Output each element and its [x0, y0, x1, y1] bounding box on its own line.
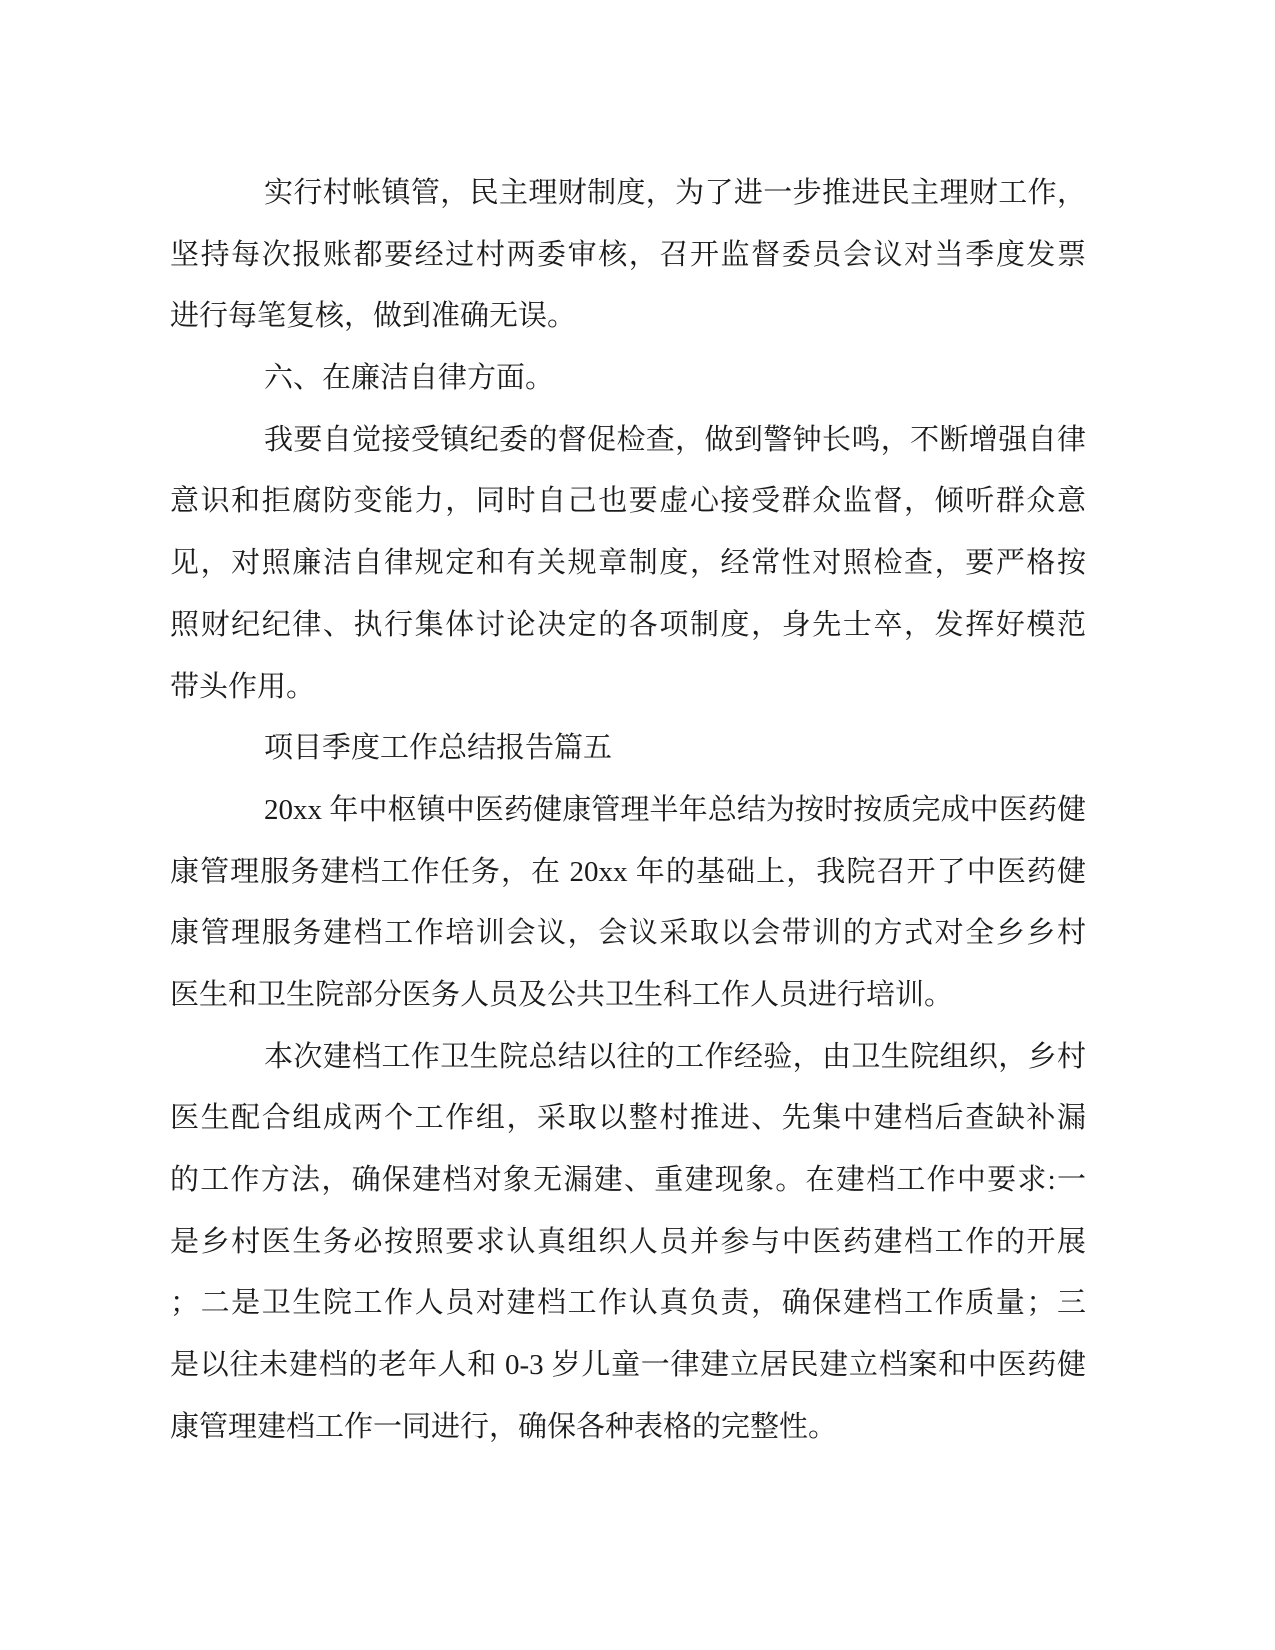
text-line: 医生和卫生院部分医务人员及公共卫生科工作人员进行培训。: [170, 978, 954, 1011]
text-line: 带头作用。: [170, 670, 316, 703]
text-line: 20xx 年中枢镇中医药健康管理半年总结为按时按质完成中医药健: [264, 793, 1086, 826]
text-line: 坚持每次报账都要经过村两委审核，召开监督委员会议对当季度发票: [170, 238, 1086, 271]
text-line: 见，对照廉洁自律规定和有关规章制度，经常性对照检查，要严格按: [170, 547, 1086, 580]
text-line: 我要自觉接受镇纪委的督促检查，做到警钟长鸣，不断增强自律: [264, 423, 1086, 456]
text-line: 康管理服务建档工作培训会议，会议采取以会带训的方式对全乡乡村: [170, 917, 1086, 950]
text-line: 实行村帐镇管，民主理财制度，为了进一步推进民主理财工作，: [264, 177, 1086, 209]
text-line: 进行每笔复核，做到准确无误。: [170, 300, 577, 333]
text-line: 六、在廉洁自律方面。: [264, 362, 555, 395]
text-line: 本次建档工作卫生院总结以往的工作经验，由卫生院组织，乡村: [264, 1040, 1086, 1073]
text-line: 照财纪纪律、执行集体讨论决定的各项制度，身先士卒，发挥好模范: [170, 608, 1086, 641]
text-line: 是以往未建档的老年人和 0-3 岁儿童一律建立居民建立档案和中医药健: [170, 1349, 1086, 1382]
document-text-block: [170, 163, 1086, 1458]
text-line: 的工作方法，确保建档对象无漏建、重建现象。在建档工作中要求:一: [170, 1164, 1086, 1196]
text-line: ；二是卫生院工作人员对建档工作认真负责，确保建档工作质量；三: [170, 1287, 1086, 1320]
text-line: 是乡村医生务必按照要求认真组织人员并参与中医药建档工作的开展: [170, 1225, 1086, 1258]
text-line: 意识和拒腐防变能力，同时自己也要虚心接受群众监督，倾听群众意: [170, 485, 1086, 518]
text-line: 康管理服务建档工作任务，在 20xx 年的基础上，我院召开了中医药健: [170, 855, 1086, 888]
text-line: 康管理建档工作一同进行，确保各种表格的完整性。: [170, 1410, 838, 1443]
text-line: 医生配合组成两个工作组，采取以整村推进、先集中建档后查缺补漏: [170, 1102, 1086, 1135]
text-line: 项目季度工作总结报告篇五: [264, 732, 613, 765]
